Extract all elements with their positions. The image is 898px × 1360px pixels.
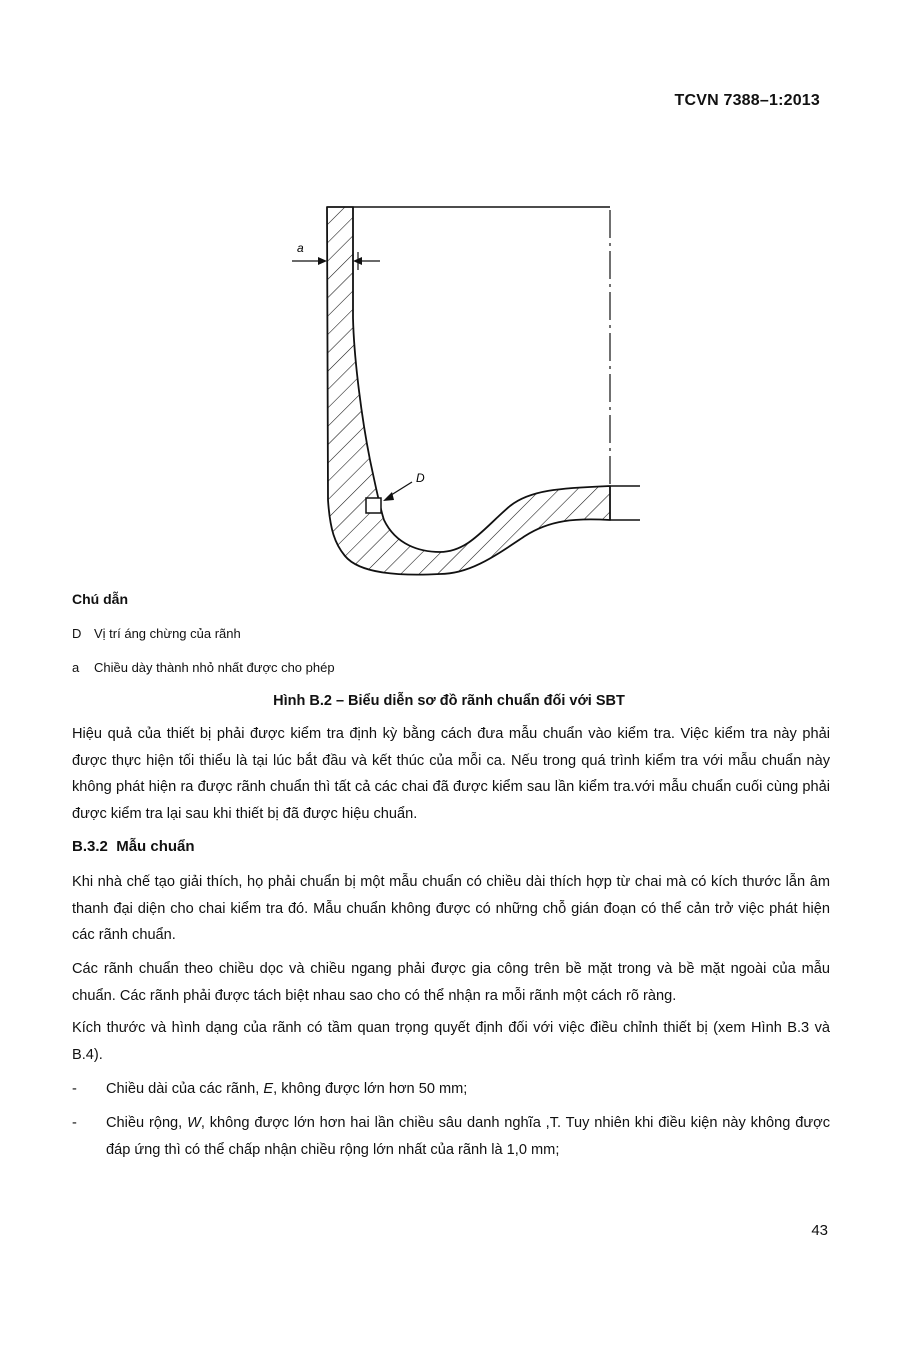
legend-symbol: D xyxy=(72,626,82,641)
variable-w: W xyxy=(187,1115,201,1131)
legend-symbol: a xyxy=(72,660,80,675)
bullet-text xyxy=(106,1110,830,1163)
groove-diagram xyxy=(280,200,650,580)
legend-text: Chiều dày thành nhỏ nhất được cho phép xyxy=(94,660,335,675)
section-heading xyxy=(72,838,195,855)
legend-title: Chú dẫn xyxy=(72,591,128,607)
standard-code: TCVN 7388–1:2013 xyxy=(674,92,820,109)
variable-e: E xyxy=(263,1081,274,1097)
dimension-a-arrowhead-left xyxy=(318,257,327,265)
label-d: D xyxy=(416,471,425,485)
bullet-text-part: Chiều dài của các rãnh, xyxy=(106,1081,264,1097)
paragraph-1: Hiệu quả của thiết bị phải được kiểm tra định kỳ bằng cách đưa mẫu chuẩn vào kiểm tra. Việc kiểm tra này phải được thực hiện tối thiểu là tại lúc bắt đầu và kết thúc của mỗi ca. Nếu trong quá trình kiểm tra với mẫu chuẩn này không phát hiện ra được rãnh chuẩn thì tất cả các chai đã được kiểm sau lần kiểm tra.với mẫu chuẩn cuối cùng phải được kiểm tra lại sau khi thiết bị đã được hiệu chuẩn. xyxy=(72,726,830,822)
paragraph-3: Các rãnh chuẩn theo chiều dọc và chiều ngang phải được gia công trên bề mặt trong và bề mặt ngoài của mẫu chuẩn. Các rãnh phải được tách biệt nhau sao cho có thể nhận ra mỗi rãnh một cách rõ ràng. xyxy=(72,961,830,1004)
figure-caption: Hình B.2 – Biểu diễn sơ đồ rãnh chuẩn đối với SBT xyxy=(273,693,625,709)
point-d-arrowhead xyxy=(383,492,394,501)
section-number: B.3.2 xyxy=(72,838,108,855)
bullet-text-part: Chiều rộng, xyxy=(106,1115,188,1131)
page-number: 43 xyxy=(811,1222,828,1239)
legend-text: Vị trí áng chừng của rãnh xyxy=(94,626,241,641)
paragraph-4: Kích thước và hình dạng của rãnh có tầm quan trọng quyết định đối với việc điều chỉnh thiết bị (xem Hình B.3 và B.4). xyxy=(72,1020,830,1063)
bullet-dash: - xyxy=(72,1081,77,1097)
legend-item-a xyxy=(72,660,335,675)
paragraph-2: Khi nhà chế tạo giải thích, họ phải chuẩn bị một mẫu chuẩn có chiều dài thích hợp từ chai mà có kích thước lẫn âm thanh đại diện cho chai kiểm tra đó. Mẫu chuẩn không được có những chỗ gián đoạn có thể cản trở việc phát hiện các rãnh chuẩn. xyxy=(72,874,830,943)
point-d-marker xyxy=(366,498,381,513)
list-item xyxy=(72,1076,830,1103)
wall-section xyxy=(327,207,610,575)
bullet-text-part: , không được lớn hơn hai lần chiều sâu danh nghĩa ,T. Tuy nhiên khi điều kiện này không được đáp ứng thì có thể chấp nhận chiều rộng lớn nhất của rãnh là 1,0 mm; xyxy=(106,1115,830,1158)
section-title: Mẫu chuẩn xyxy=(116,838,195,855)
bullet-text-part: , không được lớn hơn 50 mm; xyxy=(273,1081,468,1097)
label-a: a xyxy=(297,241,304,255)
bullet-text xyxy=(106,1076,830,1103)
legend-item-d xyxy=(72,626,241,641)
bullet-dash: - xyxy=(72,1115,77,1131)
list-item xyxy=(72,1110,830,1163)
